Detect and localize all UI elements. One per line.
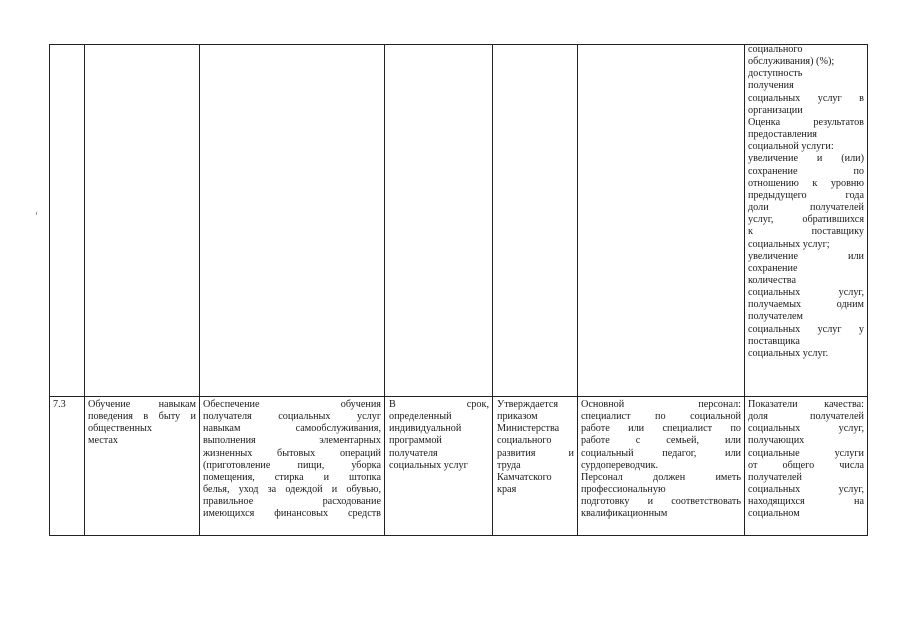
- cell-line: сурдопереводчик.: [581, 459, 659, 471]
- col-border-3: [384, 44, 385, 536]
- cell-line: квалификационным: [581, 508, 668, 520]
- cell-line: социальных услуг,: [748, 423, 864, 435]
- row-divider: [49, 396, 868, 397]
- cell-line: Обеспечение обучения: [203, 399, 381, 410]
- col-border-6: [744, 44, 745, 536]
- cell-line: подготовку и соответствовать: [581, 496, 741, 508]
- row-service-name: [88, 399, 196, 448]
- cell-line: приказом: [497, 411, 538, 423]
- cell-line: от общего числа: [748, 459, 864, 471]
- cell-line: получателя социальных услуг: [203, 411, 381, 423]
- cell-line: обслуживания) (%);: [748, 56, 835, 68]
- cell-line: Камчатского: [497, 471, 552, 483]
- cell-line: предыдущего года: [748, 189, 864, 201]
- cell-line: Обучение навыкам: [88, 399, 196, 410]
- cell-line: выполнения элементарных: [203, 435, 381, 447]
- cell-line: правильное расходование: [203, 496, 381, 508]
- cell-line: получаемых одним: [748, 299, 864, 311]
- cell-line: увеличение или: [748, 250, 864, 262]
- cell-line: поставщика: [748, 335, 800, 347]
- cell-line: индивидуальной: [389, 423, 462, 435]
- cell-line: определенный: [389, 411, 452, 423]
- cell-line: получателей: [748, 471, 803, 483]
- cell-line: доля получателей: [748, 411, 864, 423]
- cell-line: помещения, стирка и штопка: [203, 471, 381, 483]
- table-top-border: [49, 44, 868, 45]
- cell-line: программой: [389, 435, 442, 447]
- cell-line: Министерства: [497, 423, 560, 435]
- cell-line: (приготовление пищи, уборка: [203, 459, 381, 471]
- cell-line: социальном: [748, 508, 800, 520]
- table-bottom-border: [49, 535, 868, 536]
- cell-line: получателя: [389, 447, 438, 459]
- cell-line: Основной персонал:: [581, 399, 741, 410]
- cell-line: белья, уход за одеждой и обувью,: [203, 484, 381, 496]
- col-border-5: [577, 44, 578, 536]
- cell-line: сохранение по: [748, 165, 864, 177]
- cell-line: жизненных бытовых операций: [203, 447, 381, 459]
- cell-line: доли получателей: [748, 202, 864, 214]
- cell-line: социальной услуги:: [748, 141, 834, 153]
- cell-line: социальных услуг.: [748, 347, 829, 359]
- cell-line: социальных услуг,: [748, 287, 864, 299]
- cell-line: развития и: [497, 447, 574, 459]
- cell-line: труда: [497, 459, 521, 471]
- cell-line: местах: [88, 435, 118, 447]
- cell-line: социальных услуг;: [748, 238, 830, 250]
- cell-line: сохранение: [748, 262, 798, 274]
- cell-line: Показатели качества:: [748, 399, 864, 410]
- cell-line: количества: [748, 274, 796, 286]
- cell-line: социальный педагог, или: [581, 447, 741, 459]
- cell-line: В срок,: [389, 399, 489, 410]
- row-staff-requirements: [581, 399, 741, 535]
- cell-line: отношению к уровню: [748, 177, 864, 189]
- cell-line: края: [497, 484, 517, 496]
- row-service-term: [389, 399, 489, 472]
- cell-line: социальные услуги: [748, 447, 864, 459]
- cell-line: социальных услуг,: [748, 484, 864, 496]
- cell-line: социальных услуг в: [748, 92, 864, 104]
- cell-line: Утверждается: [497, 399, 559, 410]
- cell-line: работе или специалист по: [581, 423, 741, 435]
- col-border-4: [492, 44, 493, 536]
- cell-line: работе с семьей, или: [581, 435, 741, 447]
- cell-line: имеющихся финансовых средств: [203, 508, 381, 520]
- cell-line: поведения в быту и: [88, 411, 196, 423]
- col-border-0: [49, 44, 50, 536]
- cell-line: социального: [748, 44, 803, 55]
- cell-line: к поставщику: [748, 226, 864, 238]
- cell-line: навыкам самообслуживания,: [203, 423, 381, 435]
- cell-line: Оценка результатов: [748, 116, 864, 128]
- row-service-description: [203, 399, 381, 535]
- row-quality-indicators: [748, 399, 864, 535]
- cell-line: предоставления: [748, 129, 817, 141]
- cell-line: получающих: [748, 435, 805, 447]
- cell-line: увеличение и (или): [748, 153, 864, 165]
- scan-speck: [36, 212, 37, 215]
- cell-line: специалист по социальной: [581, 411, 741, 423]
- col-border-2: [199, 44, 200, 536]
- row-number: 7.3: [53, 399, 66, 410]
- cell-line: получателем: [748, 311, 803, 323]
- col-border-1: [84, 44, 85, 536]
- col-border-7: [867, 44, 868, 536]
- cell-line: услуг, обратившихся: [748, 214, 864, 226]
- cell-line: социального: [497, 435, 552, 447]
- cell-line: социальных услуг у: [748, 323, 864, 335]
- row-approval: [497, 399, 574, 496]
- cell-line: общественных: [88, 423, 152, 435]
- cell-line: профессиональную: [581, 484, 666, 496]
- cell-line: находящихся на: [748, 496, 864, 508]
- cell-line: социальных услуг: [389, 459, 468, 471]
- cell-line: Персонал должен иметь: [581, 471, 741, 483]
- cell-line: организации: [748, 104, 803, 116]
- top-row-quality-cell: [748, 44, 864, 396]
- cell-line: получения: [748, 80, 794, 92]
- cell-line: доступность: [748, 68, 803, 80]
